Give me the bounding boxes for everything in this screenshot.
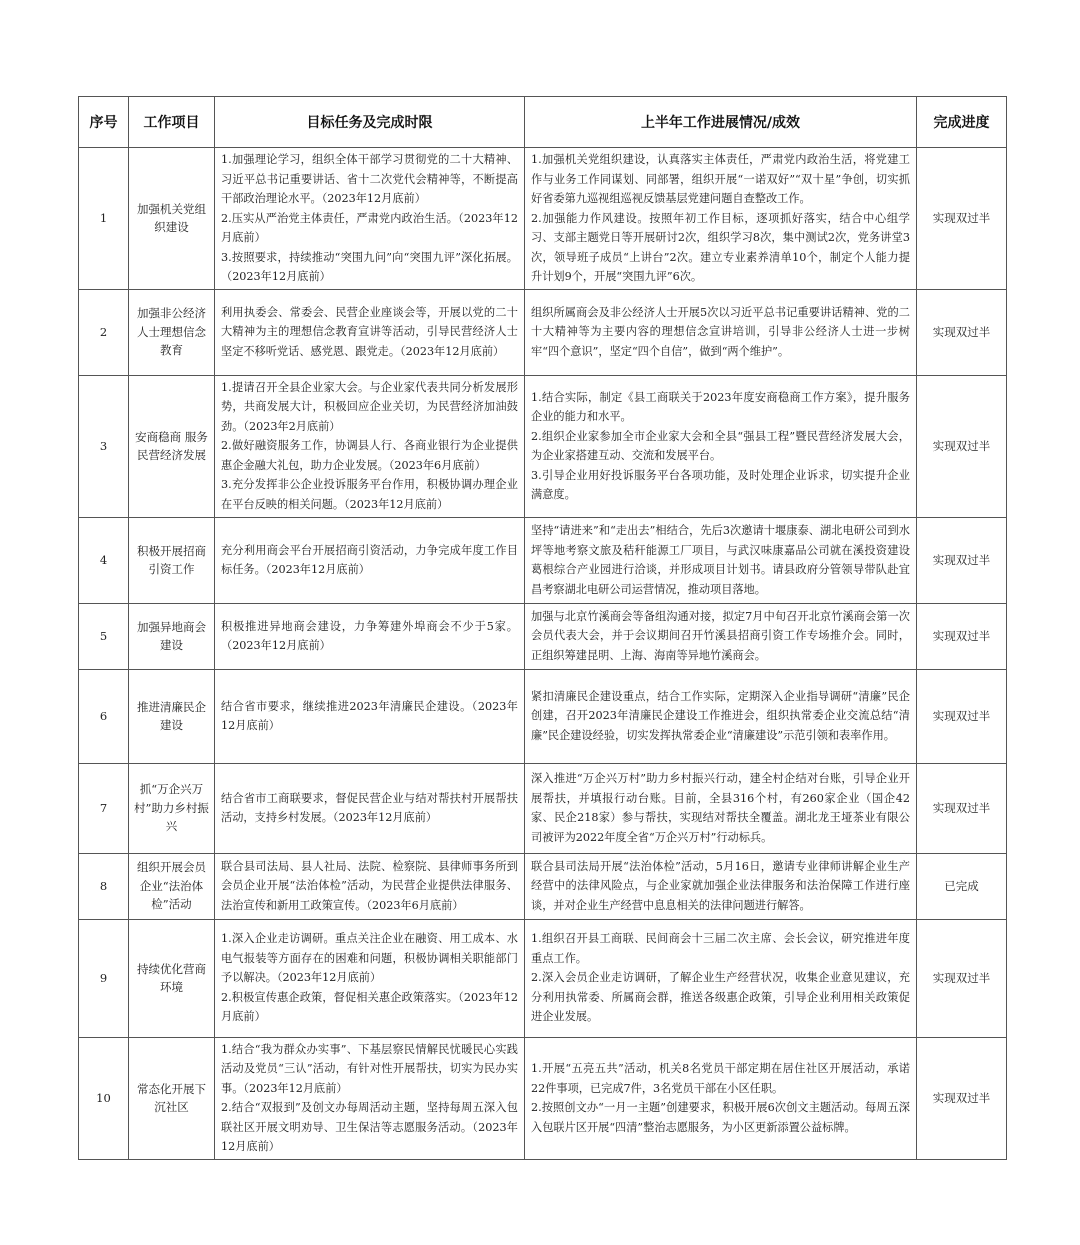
- table-row: [79, 669, 1007, 763]
- row-status: 实现双过半: [917, 603, 1007, 669]
- header-status: 完成进度: [917, 97, 1007, 148]
- row-status: 实现双过半: [917, 517, 1007, 603]
- goal-line: 联合县司法局、县人社局、法院、检察院、县律师事务所到会员企业开展“法治体检”活动，为民营企业提供法律服务、法治宣传和新用工政策宣传。（2023年6月底前）: [221, 859, 518, 912]
- progress-line: 3.引导企业用好投诉服务平台各项功能，及时处理企业诉求，切实提升企业满意度。: [531, 468, 910, 501]
- header-goal: 目标任务及完成时限: [215, 97, 525, 148]
- header-progress: 上半年工作进展情况/成效: [525, 97, 917, 148]
- row-progress: [525, 517, 917, 603]
- row-status: 实现双过半: [917, 375, 1007, 517]
- row-seq: 10: [79, 1037, 129, 1159]
- table-row: [79, 763, 1007, 853]
- table-body: [79, 148, 1007, 1160]
- progress-line: 坚持“请进来”和“走出去”相结合，先后3次邀请十堰康泰、湖北电研公司到水坪等地考察文旅及秸秆能源工厂项目，与武汉味康嘉品公司就在溪投资建设葛根综合产业园进行洽谈，并形成项目计划书。请县政府分管领导带队赴宜昌考察湖北电研公司运营情况，推动项目落地。: [531, 524, 910, 596]
- goal-line: 2.压实从严治党主体责任，严肃党内政治生活。（2023年12月底前）: [221, 211, 518, 244]
- row-seq: 1: [79, 148, 129, 290]
- goal-line: 结合省市工商联要求，督促民营企业与结对帮扶村开展帮扶活动，支持乡村发展。（2023年12月底前）: [221, 791, 518, 824]
- row-item: 加强非公经济人士理想信念教育: [129, 289, 215, 375]
- goal-line: 充分利用商会平台开展招商引资活动，力争完成年度工作目标任务。（2023年12月底前）: [221, 543, 518, 576]
- row-seq: 2: [79, 289, 129, 375]
- row-status: 实现双过半: [917, 289, 1007, 375]
- progress-line: 加强与北京竹溪商会等备组沟通对接，拟定7月中旬召开北京竹溪商会第一次会员代表大会，并于会议期间召开竹溪县招商引资工作专场推介会。同时，正组织筹建昆明、上海、海南等异地竹溪商会。: [531, 609, 910, 662]
- row-status: 实现双过半: [917, 919, 1007, 1037]
- progress-line: 2.按照创文办“一月一主题”创建要求，积极开展6次创文主题活动。每周五深入包联片区开展“四清”整治志愿服务，为小区更新添置公益标牌。: [531, 1101, 910, 1134]
- row-goal: [215, 919, 525, 1037]
- table-row: [79, 919, 1007, 1037]
- table-row: [79, 1037, 1007, 1159]
- progress-line: 1.结合实际，制定《县工商联关于2023年度安商稳商工作方案》，提升服务企业的能力和水平。: [531, 390, 910, 423]
- goal-line: 利用执委会、常委会、民营企业座谈会等，开展以党的二十大精神为主的理想信念教育宣讲等活动，引导民营经济人士坚定不移听党话、感党恩、跟党走。（2023年12月底前）: [221, 305, 518, 358]
- row-goal: [215, 517, 525, 603]
- row-goal: [215, 148, 525, 290]
- table-row: [79, 853, 1007, 919]
- row-status: 实现双过半: [917, 1037, 1007, 1159]
- header-seq: 序号: [79, 97, 129, 148]
- goal-line: 2.做好融资服务工作，协调县人行、各商业银行为企业提供惠企金融大礼包，助力企业发展。（2023年6月底前）: [221, 439, 518, 472]
- table-row: [79, 289, 1007, 375]
- progress-line: 联合县司法局开展“法治体检”活动，5月16日，邀请专业律师讲解企业生产经营中的法律风险点，与企业家就加强企业法律服务和法治保障工作进行座谈，并对企业生产经营中息息相关的法律问题进行解答。: [531, 859, 910, 912]
- row-status: 已完成: [917, 853, 1007, 919]
- row-progress: [525, 919, 917, 1037]
- row-goal: [215, 603, 525, 669]
- table-row: [79, 148, 1007, 290]
- progress-line: 紧扣清廉民企建设重点，结合工作实际，定期深入企业指导调研“清廉”民企创建，召开2023年清廉民企建设工作推进会，组织执常委企业交流总结“清廉”民企建设经验，切实发挥执常委企业“清廉建设”示范引领和表率作用。: [531, 689, 910, 742]
- row-goal: [215, 853, 525, 919]
- goal-line: 1.结合“我为群众办实事”、下基层察民情解民忧暖民心实践活动及党员“三认”活动，有针对性开展帮扶，切实为民办实事。（2023年12月底前）: [221, 1042, 518, 1095]
- row-item: 积极开展招商引资工作: [129, 517, 215, 603]
- row-goal: [215, 289, 525, 375]
- row-seq: 8: [79, 853, 129, 919]
- progress-line: 组织所属商会及非公经济人士开展5次以习近平总书记重要讲话精神、党的二十大精神等为主要内容的理想信念宣讲培训，引导非公经济人士进一步树牢“四个意识”，坚定“四个自信”，做到“两个维护”。: [531, 305, 910, 358]
- row-progress: [525, 148, 917, 290]
- progress-line: 1.开展“五亮五共”活动，机关8名党员干部定期在居住社区开展活动，承诺22件事项，已完成7件，3名党员干部在小区任职。: [531, 1062, 910, 1095]
- row-item: 持续优化营商环境: [129, 919, 215, 1037]
- row-progress: [525, 603, 917, 669]
- table-row: [79, 517, 1007, 603]
- goal-line: 2.积极宣传惠企政策，督促相关惠企政策落实。（2023年12月底前）: [221, 990, 518, 1024]
- progress-line: 2.深入会员企业走访调研，了解企业生产经营状况，收集企业意见建议，充分利用执常委、所属商会群，推送各级惠企政策，引导企业利用相关政策促进企业发展。: [531, 971, 910, 1024]
- row-progress: [525, 1037, 917, 1159]
- row-goal: [215, 375, 525, 517]
- table-header-row: [79, 97, 1007, 148]
- row-seq: 4: [79, 517, 129, 603]
- progress-line: 1.组织召开县工商联、民间商会十三届二次主席、会长会议，研究推进年度重点工作。: [531, 932, 910, 965]
- table-row: [79, 603, 1007, 669]
- header-item: 工作项目: [129, 97, 215, 148]
- progress-line: 1.加强机关党组织建设，认真落实主体责任，严肃党内政治生活，将党建工作与业务工作同谋划、同部署，组织开展“一诺双好”“双十星”争创，切实抓好省委第九巡视组巡视反馈基层党建问题自查整改工作。: [531, 153, 910, 205]
- goal-line: 积极推进异地商会建设，力争筹建外埠商会不少于5家。（2023年12月底前）: [221, 619, 518, 652]
- row-item: 加强机关党组织建设: [129, 148, 215, 290]
- goal-line: 1.提请召开全县企业家大会。与企业家代表共同分析发展形势，共商发展大计，积极回应企业关切，为民营经济加油鼓劲。（2023年2月底前）: [221, 380, 518, 433]
- goal-line: 1.加强理论学习，组织全体干部学习贯彻党的二十大精神、习近平总书记重要讲话、省十二次党代会精神等，不断提高干部政治理论水平。（2023年12月底前）: [221, 153, 518, 205]
- row-item: 加强异地商会建设: [129, 603, 215, 669]
- progress-line: 2.加强能力作风建设。按照年初工作目标，逐项抓好落实，结合中心组学习、支部主题党日等开展研讨2次，组织学习8次，集中测试2次，党务讲堂3次，领导班子成员“上讲台”2次。建立专业素养清单10个，制定个人能力提升计划9个，开展“突围九评”6次。: [531, 211, 910, 283]
- row-seq: 5: [79, 603, 129, 669]
- progress-line: 深入推进“万企兴万村”助力乡村振兴行动，建全村企结对台账，引导企业开展帮扶，并填报行动台账。目前，全县316个村，有260家企业（国企42家、民企218家）参与帮扶，实现结对帮扶全覆盖。湖北龙王垭茶业有限公司被评为2022年度全省“万企兴万村”行动标兵。: [531, 772, 910, 844]
- row-goal: [215, 1037, 525, 1159]
- row-progress: [525, 375, 917, 517]
- row-item: 组织开展会员企业“法治体检”活动: [129, 853, 215, 919]
- goal-line: 3.按照要求，持续推动“突围九问”向“突围九评”深化拓展。（2023年12月底前）: [221, 250, 518, 283]
- row-item: 推进清廉民企建设: [129, 669, 215, 763]
- work-progress-table: [78, 96, 1007, 1160]
- row-goal: [215, 763, 525, 853]
- row-item: 常态化开展下沉社区: [129, 1037, 215, 1159]
- row-seq: 6: [79, 669, 129, 763]
- goal-line: 3.充分发挥非公企业投诉服务平台作用，积极协调办理企业在平台反映的相关问题。（2023年12月底前）: [221, 478, 518, 511]
- row-seq: 7: [79, 763, 129, 853]
- row-status: 实现双过半: [917, 763, 1007, 853]
- row-item: 安商稳商 服务民营经济发展: [129, 375, 215, 517]
- row-progress: [525, 669, 917, 763]
- row-progress: [525, 763, 917, 853]
- row-status: 实现双过半: [917, 669, 1007, 763]
- row-seq: 9: [79, 919, 129, 1037]
- row-seq: 3: [79, 375, 129, 517]
- table-row: [79, 375, 1007, 517]
- goal-line: 1.深入企业走访调研。重点关注企业在融资、用工成本、水电气报装等方面存在的困难和问题，积极协调相关职能部门予以解决。（2023年12月底前）: [221, 932, 518, 985]
- row-status: 实现双过半: [917, 148, 1007, 290]
- goal-line: 结合省市要求，继续推进2023年清廉民企建设。（2023年12月底前）: [221, 699, 518, 732]
- row-progress: [525, 853, 917, 919]
- goal-line: 2.结合“双报到”及创文办每周活动主题，坚持每周五深入包联社区开展文明劝导、卫生保洁等志愿服务活动。（2023年12月底前）: [221, 1101, 518, 1153]
- progress-line: 2.组织企业家参加全市企业家大会和全县“强县工程”暨民营经济发展大会，为企业家搭建互动、交流和发展平台。: [531, 429, 910, 462]
- row-goal: [215, 669, 525, 763]
- row-item: 抓“万企兴万村”助力乡村振兴: [129, 763, 215, 853]
- row-progress: [525, 289, 917, 375]
